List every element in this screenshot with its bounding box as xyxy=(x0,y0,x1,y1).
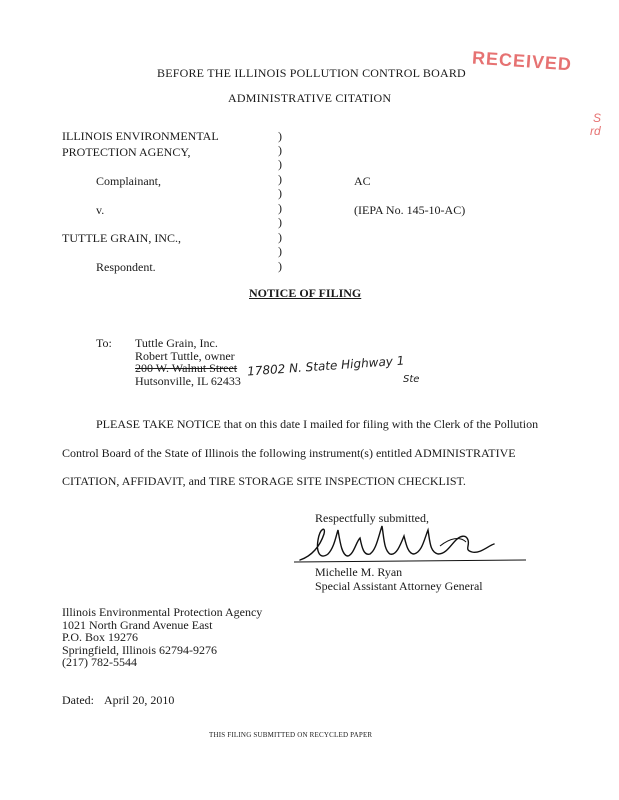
citation-heading: ADMINISTRATIVE CITATION xyxy=(228,91,392,105)
versus-label: v. xyxy=(96,203,105,217)
to-label: To: xyxy=(96,336,112,350)
signer-name: Michelle M. Ryan xyxy=(315,565,403,579)
signature-image xyxy=(290,516,530,572)
caption-paren: ) xyxy=(278,129,282,143)
board-heading: BEFORE THE ILLINOIS POLLUTION CONTROL BOARD xyxy=(157,66,466,80)
caption-paren: ) xyxy=(278,259,282,273)
agency-name: Illinois Environmental Protection Agency xyxy=(62,605,263,619)
to-line3-struck: 200 W. Walnut Street xyxy=(135,361,238,375)
agency-city: Springfield, Illinois 62794-9276 xyxy=(62,643,217,657)
party2: TUTTLE GRAIN, INC., xyxy=(62,231,181,245)
agency-phone: (217) 782-5544 xyxy=(62,655,137,669)
respondent-label: Respondent. xyxy=(96,260,156,274)
agency-street: 1021 North Grand Avenue East xyxy=(62,618,213,632)
caption-paren: ) xyxy=(278,215,282,229)
case-number: (IEPA No. 145-10-AC) xyxy=(354,203,466,217)
to-line2: Robert Tuttle, owner xyxy=(135,349,235,363)
caption-paren: ) xyxy=(278,244,282,258)
caption-paren: ) xyxy=(278,186,282,200)
party1-line2: PROTECTION AGENCY, xyxy=(62,145,191,159)
handwritten-abbrev: Ste xyxy=(403,374,420,385)
stamp-side-text-1: S xyxy=(593,111,602,125)
handwritten-address: 17802 N. State Highway 1 xyxy=(246,353,405,379)
caption-paren: ) xyxy=(278,143,282,157)
body-line3: CITATION, AFFIDAVIT, and TIRE STORAGE SITE INSPECTION CHECKLIST. xyxy=(62,474,466,488)
signer-title: Special Assistant Attorney General xyxy=(315,579,483,593)
stamp-side-text-2: rd xyxy=(590,124,601,138)
dated-label: Dated: xyxy=(62,693,94,707)
caption-paren: ) xyxy=(278,230,282,244)
received-stamp: RECEIVED xyxy=(471,47,573,75)
caption-paren: ) xyxy=(278,157,282,171)
caption-paren: ) xyxy=(278,201,282,215)
notice-title: NOTICE OF FILING xyxy=(249,286,362,300)
to-line1: Tuttle Grain, Inc. xyxy=(135,336,218,350)
closing: Respectfully submitted, xyxy=(315,511,429,525)
to-line4: Hutsonville, IL 62433 xyxy=(135,374,241,388)
caption-paren: ) xyxy=(278,172,282,186)
body-line2: Control Board of the State of Illinois the following instrument(s) entitled ADMINISTRATIVE xyxy=(62,446,516,460)
complainant-label: Complainant, xyxy=(96,174,161,188)
dated-value: April 20, 2010 xyxy=(104,693,175,707)
recycled-paper-footer: THIS FILING SUBMITTED ON RECYCLED PAPER xyxy=(209,731,373,739)
party1-line1: ILLINOIS ENVIRONMENTAL xyxy=(62,129,219,143)
case-ac: AC xyxy=(354,174,371,188)
body-line1: PLEASE TAKE NOTICE that on this date I mailed for filing with the Clerk of the Pollution xyxy=(96,417,539,431)
agency-po-box: P.O. Box 19276 xyxy=(62,630,139,644)
